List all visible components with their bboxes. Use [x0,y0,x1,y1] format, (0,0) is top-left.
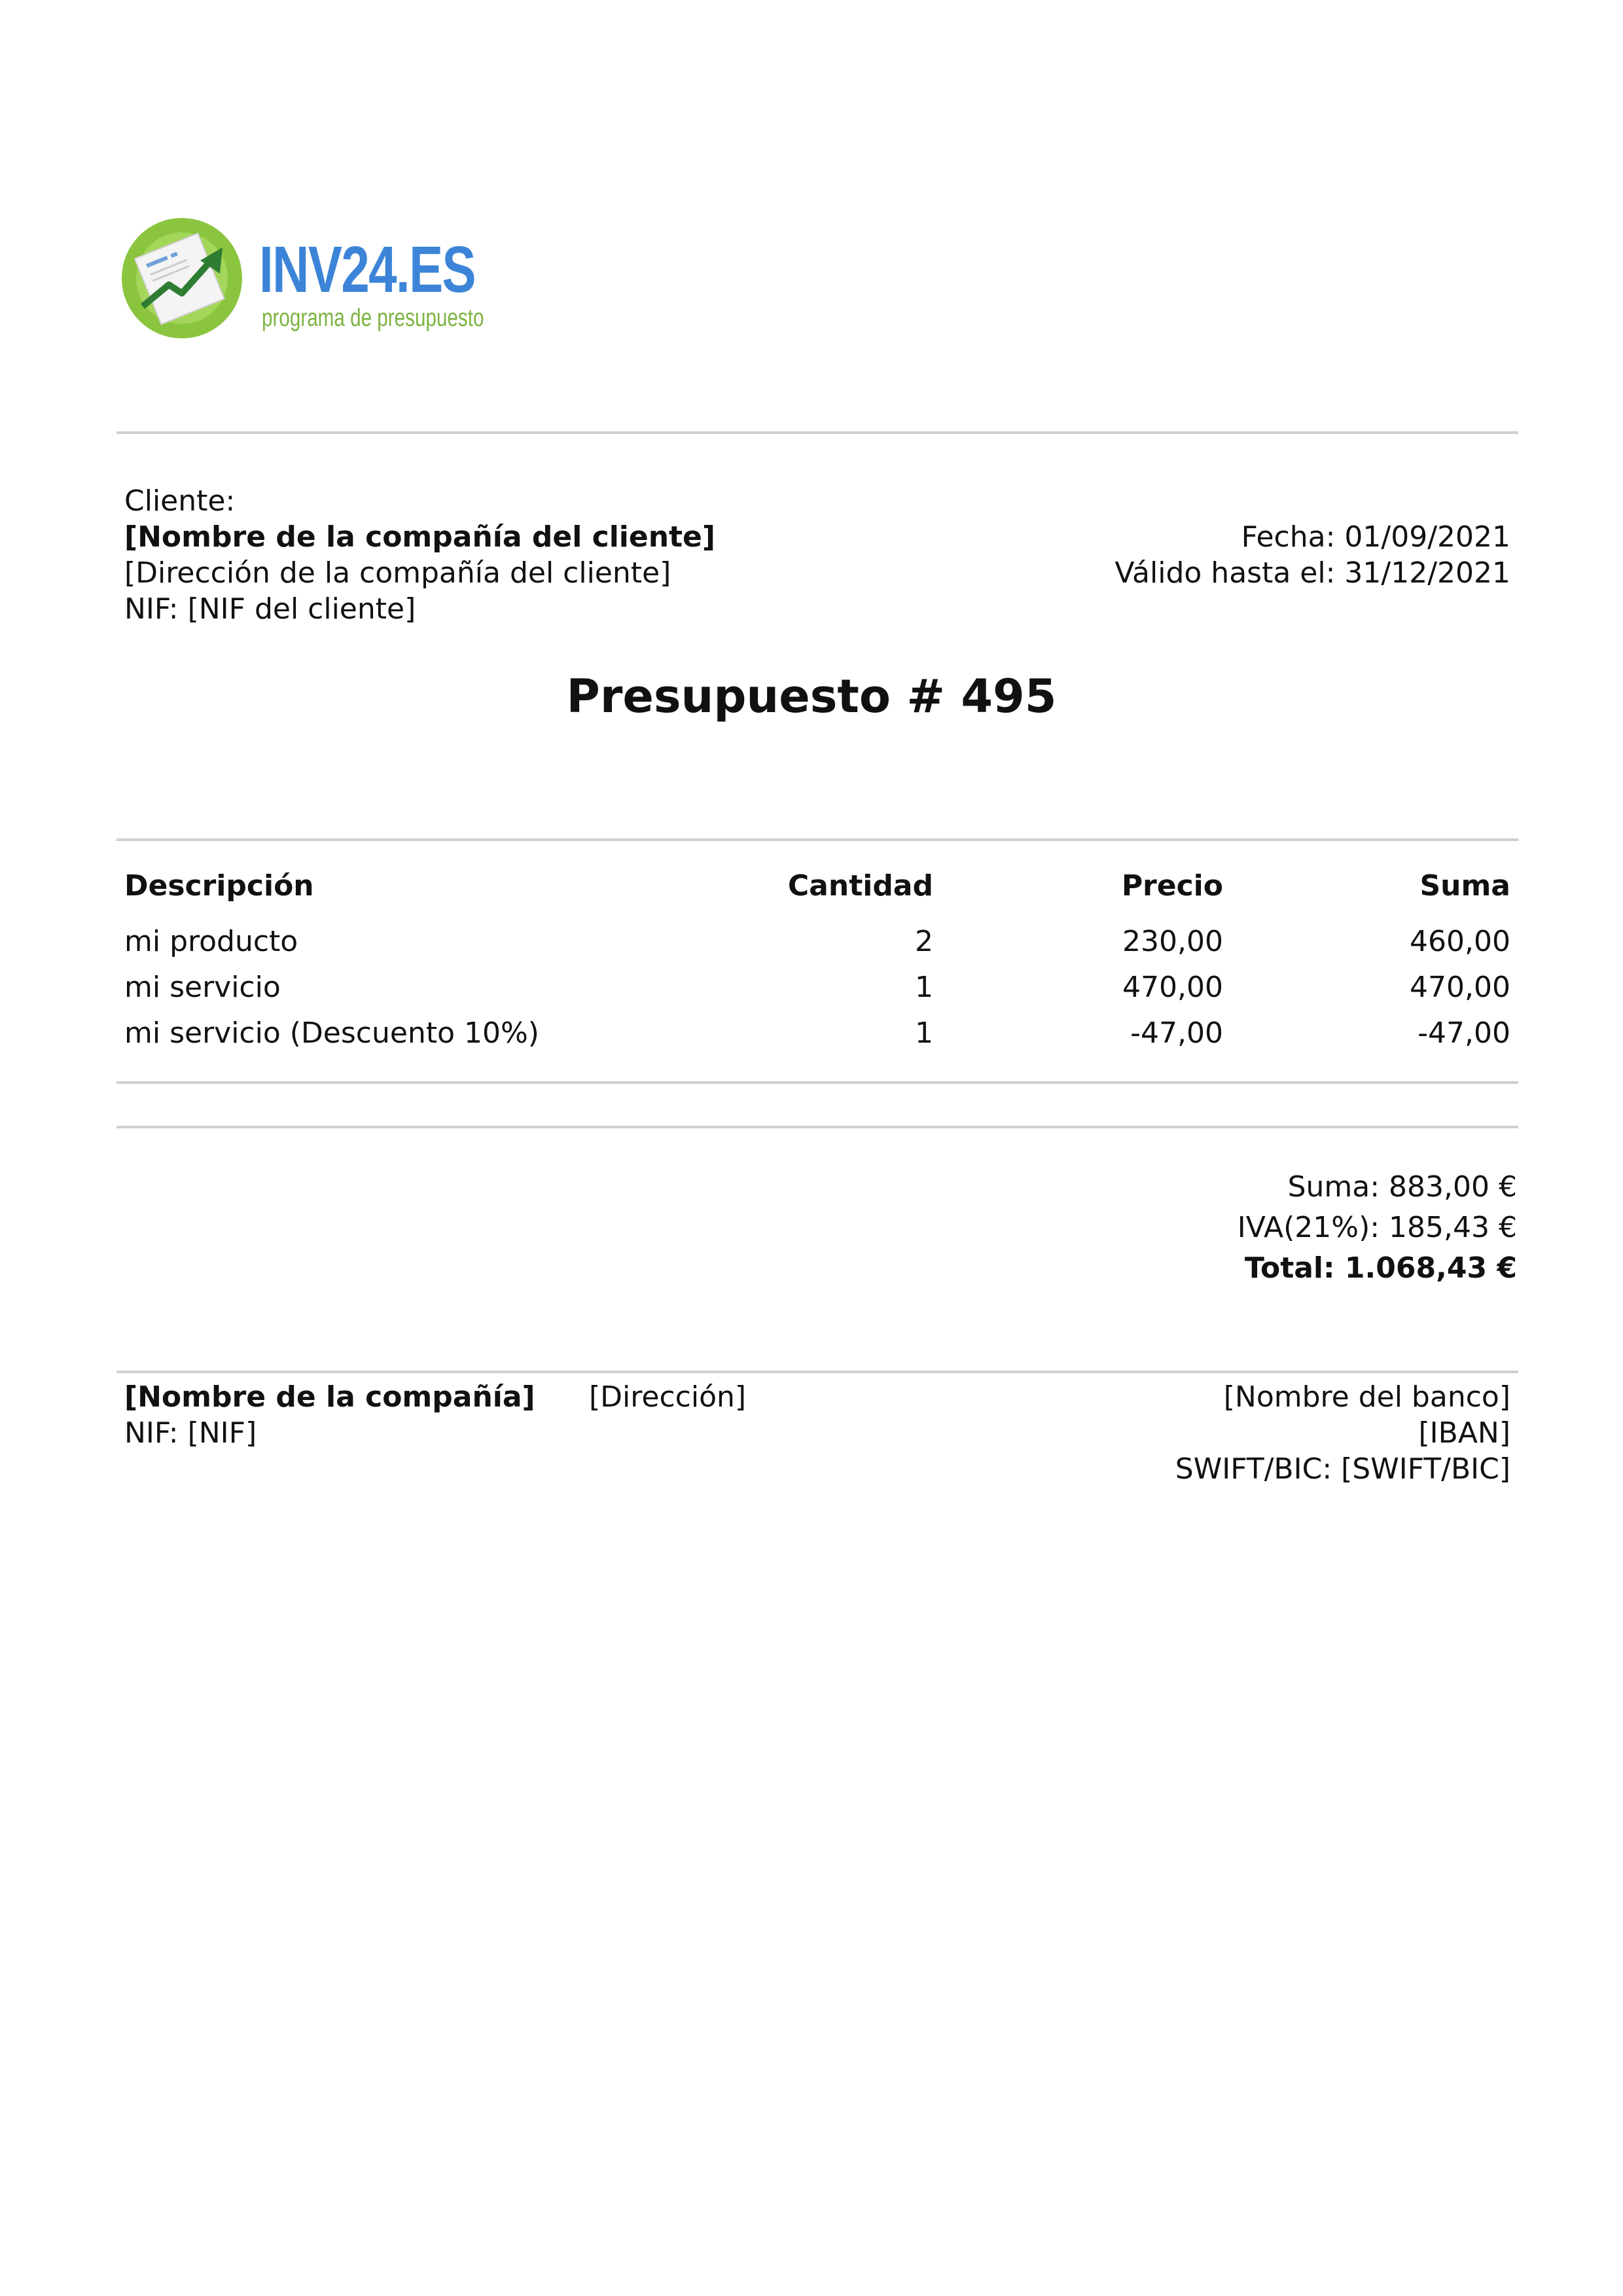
row-quantity: 1 [915,1016,933,1050]
row-price: 230,00 [1122,925,1223,958]
header-precio: Precio [1121,869,1223,903]
valid-until: Válido hasta el: 31/12/2021 [1115,556,1510,590]
client-address: [Dirección de la compañía del cliente] [124,556,671,590]
footer-swift: SWIFT/BIC: [SWIFT/BIC] [1175,1452,1510,1486]
logo-icon [116,209,254,347]
client-label: Cliente: [124,484,236,518]
client-nif: NIF: [NIF del cliente] [124,592,416,626]
logo-wordmark: INV24.ES [259,233,476,306]
table-bottom-divider [116,1081,1518,1084]
row-sum: 460,00 [1410,925,1510,958]
row-quantity: 1 [915,971,933,1004]
totals-divider [116,1126,1518,1128]
row-sum: -47,00 [1418,1016,1510,1050]
logo-tagline: programa de presupuesto [262,304,484,332]
row-price: 470,00 [1122,971,1223,1004]
header-cantidad: Cantidad [787,869,933,903]
row-sum: 470,00 [1410,971,1510,1004]
document-title: Presupuesto # 495 [566,670,1057,723]
footer-divider [116,1371,1518,1373]
footer-nif: NIF: [NIF] [124,1416,257,1450]
header-suma: Suma [1419,869,1510,903]
company-logo [116,209,496,347]
row-description: mi producto [124,925,298,958]
quote-date: Fecha: 01/09/2021 [1241,520,1510,554]
subtotal: Suma: 883,00 € [1287,1170,1517,1204]
footer-company: [Nombre de la compañía] [124,1380,535,1414]
header-descripcion: Descripción [124,869,314,903]
row-price: -47,00 [1130,1016,1223,1050]
row-quantity: 2 [915,925,933,958]
footer-iban: [IBAN] [1418,1416,1510,1450]
header-divider [116,431,1518,434]
grand-total: Total: 1.068,43 € [1244,1251,1517,1285]
footer-bank-name: [Nombre del banco] [1223,1380,1510,1414]
row-description: mi servicio (Descuento 10%) [124,1016,539,1050]
tax-amount: IVA(21%): 185,43 € [1237,1211,1517,1244]
footer-address: [Dirección] [589,1380,747,1414]
table-top-divider [116,838,1518,841]
row-description: mi servicio [124,971,281,1004]
client-company: [Nombre de la compañía del cliente] [124,520,716,554]
